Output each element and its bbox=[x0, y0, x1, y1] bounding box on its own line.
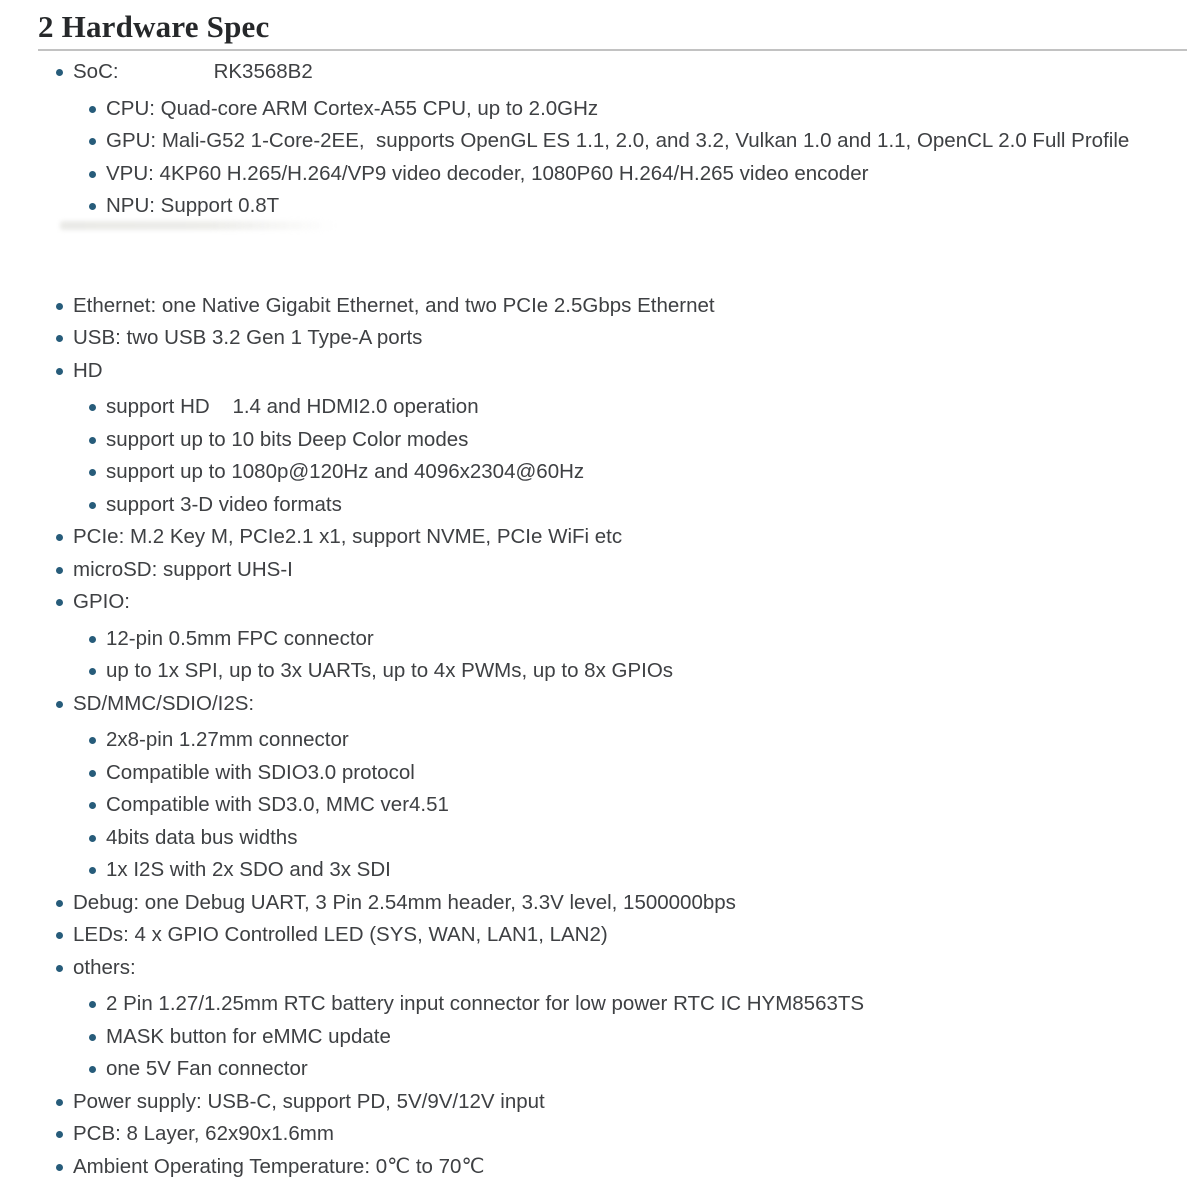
spec-item-text: SoC: bbox=[73, 60, 119, 83]
spec-item bbox=[38, 1151, 1200, 1184]
spec-item-text: Compatible with SDIO3.0 protocol bbox=[106, 760, 415, 784]
soc-value: RK3568B2 bbox=[213, 60, 313, 83]
spec-item-text: CPU: Quad-core ARM Cortex-A55 CPU, up to 2.0GHz bbox=[106, 96, 599, 120]
spec-item-text: Ethernet: one Native Gigabit Ethernet, and two PCIe 2.5Gbps Ethernet bbox=[73, 293, 715, 317]
spec-item-text: SD/MMC/SDIO/I2S: bbox=[73, 691, 255, 715]
title-underline bbox=[38, 49, 1187, 51]
spec-item-text: up to 1x SPI, up to 3x UARTs, up to 4x PWMs, up to 8x GPIOs bbox=[106, 659, 674, 682]
spec-item bbox=[38, 56, 1200, 89]
faded-text-artifact bbox=[60, 221, 335, 230]
spec-item bbox=[38, 952, 1200, 985]
spec-item-text: Compatible with SD3.0, MMC ver4.51 bbox=[106, 793, 449, 816]
spec-item bbox=[38, 322, 1200, 355]
spec-item bbox=[38, 1086, 1200, 1119]
spec-item bbox=[38, 290, 1200, 323]
spec-item bbox=[38, 1053, 1200, 1086]
spec-item bbox=[38, 655, 1200, 688]
spec-item-text: PCB: 8 Layer, 62x90x1.6mm bbox=[73, 1122, 334, 1145]
spec-item-text: support up to 1080p@120Hz and 4096x2304@60Hz bbox=[106, 460, 585, 483]
spec-item-text: support HD 1.4 and HDMI2.0 operation bbox=[106, 395, 479, 418]
spec-item-text: LEDs: 4 x GPIO Controlled LED (SYS, WAN, LAN1, LAN2) bbox=[73, 923, 608, 946]
spec-item bbox=[38, 190, 1200, 223]
spec-item-text: GPU: Mali-G52 1-Core-2EE, supports OpenGL ES 1.1, 2.0, and 3.2, Vulkan 1.0 and 1.1, OpenCL 2.0 Full Profile bbox=[106, 129, 1130, 152]
spec-item-text: others: bbox=[73, 955, 136, 979]
spec-item bbox=[38, 822, 1200, 855]
spec-item bbox=[38, 887, 1200, 920]
spec-item bbox=[38, 93, 1200, 126]
spec-item bbox=[38, 586, 1200, 619]
spec-item-text: Power supply: USB-C, support PD, 5V/9V/12V input bbox=[73, 1089, 545, 1113]
spec-item-text: Ambient Operating Temperature: 0℃ to 70℃ bbox=[73, 1154, 485, 1178]
spec-item bbox=[38, 521, 1200, 554]
spec-item-text: microSD: support UHS-I bbox=[73, 557, 293, 581]
spec-item-text: support 3-D video formats bbox=[106, 492, 342, 516]
spec-item bbox=[38, 456, 1200, 489]
spec-item bbox=[38, 1021, 1200, 1054]
spec-item-text: 12-pin 0.5mm FPC connector bbox=[106, 626, 374, 650]
spec-item-text: one 5V Fan connector bbox=[106, 1057, 308, 1080]
spec-item bbox=[38, 789, 1200, 822]
spec-item bbox=[38, 125, 1200, 158]
spec-item-text: PCIe: M.2 Key M, PCIe2.1 x1, support NVME, PCIe WiFi etc bbox=[73, 525, 623, 548]
spec-item bbox=[38, 424, 1200, 457]
spec-item bbox=[38, 391, 1200, 424]
spec-item-text: 2 Pin 1.27/1.25mm RTC battery input connector for low power RTC IC HYM8563TS bbox=[106, 992, 865, 1015]
spec-item-text: support up to 10 bits Deep Color modes bbox=[106, 427, 469, 451]
spec-item bbox=[38, 854, 1200, 887]
spec-item-text: MASK button for eMMC update bbox=[106, 1024, 391, 1048]
page-title: 2 Hardware Spec bbox=[38, 9, 270, 44]
spec-item bbox=[38, 355, 1200, 388]
spec-item bbox=[38, 688, 1200, 721]
spec-item-text: 1x I2S with 2x SDO and 3x SDI bbox=[106, 858, 391, 881]
spec-item bbox=[38, 623, 1200, 656]
spec-item-text: Debug: one Debug UART, 3 Pin 2.54mm header, 3.3V level, 1500000bps bbox=[73, 890, 736, 914]
spec-item-text: HD bbox=[73, 358, 103, 382]
spec-item-text: USB: two USB 3.2 Gen 1 Type-A ports bbox=[73, 326, 423, 349]
spec-item bbox=[38, 489, 1200, 522]
spec-item bbox=[38, 988, 1200, 1021]
spec-item-text: VPU: 4KP60 H.265/H.264/VP9 video decoder, 1080P60 H.264/H.265 video encoder bbox=[106, 161, 869, 185]
spec-item bbox=[38, 757, 1200, 790]
spec-item bbox=[38, 158, 1200, 191]
spec-item-text: 4bits data bus widths bbox=[106, 825, 298, 849]
spec-item bbox=[38, 724, 1200, 757]
spec-item bbox=[38, 919, 1200, 952]
spec-item-text: GPIO: bbox=[73, 590, 130, 613]
spec-item bbox=[38, 1118, 1200, 1151]
spec-item bbox=[38, 554, 1200, 587]
spec-item-text: NPU: Support 0.8T bbox=[106, 194, 280, 217]
spec-item-text: 2x8-pin 1.27mm connector bbox=[106, 728, 349, 751]
